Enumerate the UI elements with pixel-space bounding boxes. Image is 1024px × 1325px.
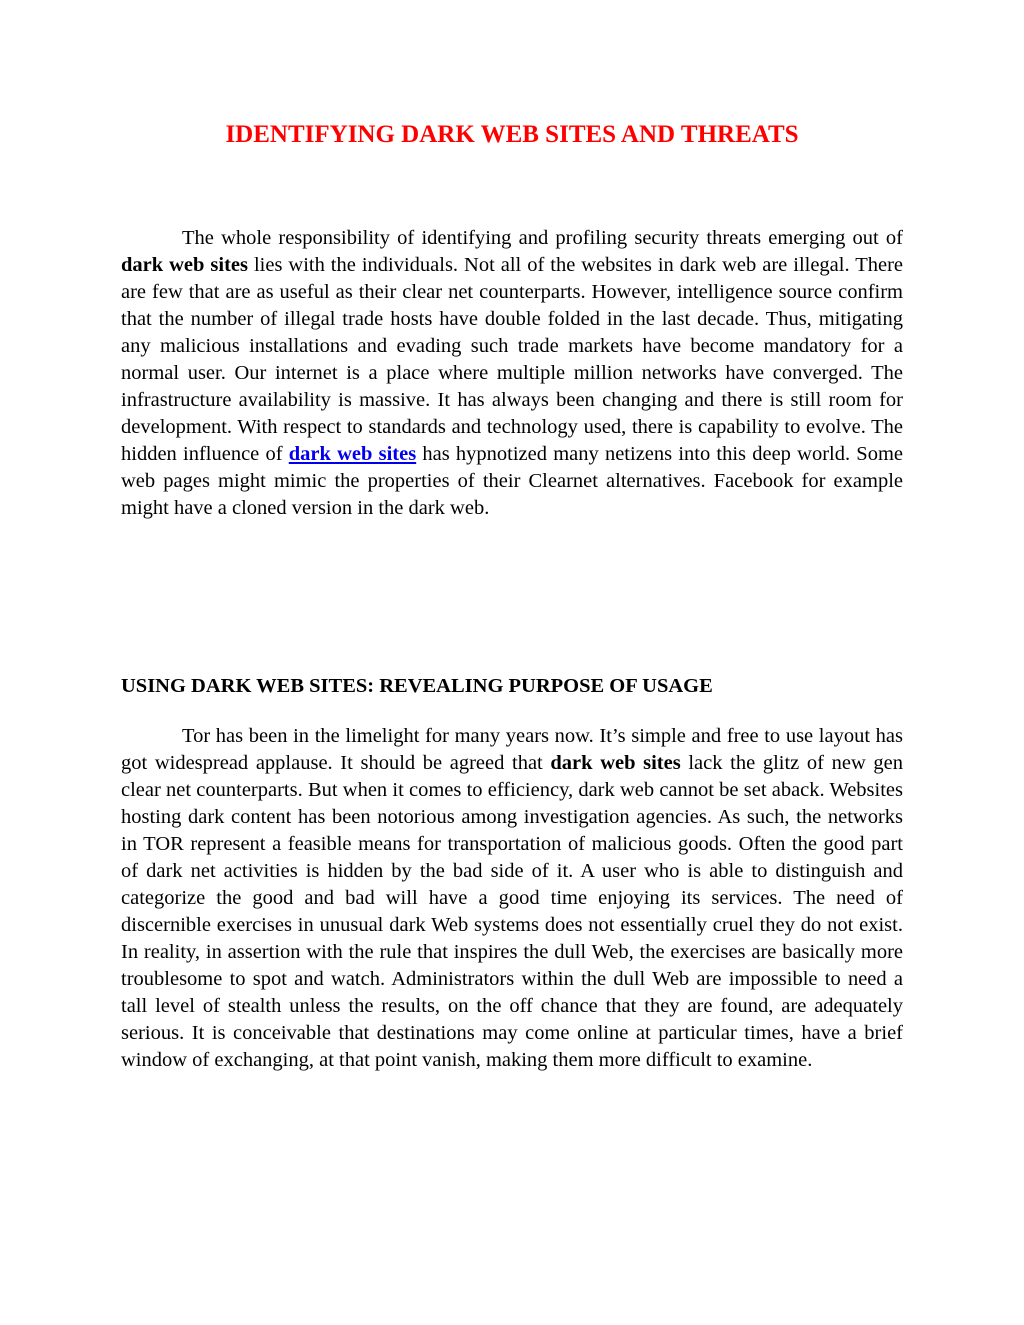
intro-text-3: has hypnotized many netizens into this deep world. Some web pages might mimic the properties of their Clearnet alternatives. Facebook for example might have a cloned version in the dark web.	[121, 443, 903, 519]
page-title: IDENTIFYING DARK WEB SITES AND THREATS	[225, 121, 799, 148]
usage-text-1: Tor has been in the limelight for many years now. It’s simple and free to use layout has got widespread applause. It should be agreed that	[121, 725, 903, 774]
usage-text-2: lack the glitz of new gen clear net counterparts. But when it comes to efficiency, dark web cannot be set aback. Websites hosting dark content has been notorious among investigation agencies. As such, the networks in TOR represent a feasible means for transportation of malicious goods. Often the good part of dark net activities is hidden by the bad side of it. A user who is able to distinguish and categorize the good and bad will have a good time enjoying its services. The need of discernible exercises in unusual dark Web systems does not essentially cruel they do not exist. In reality, in assertion with the rule that inspires the dull Web, the exercises are basically more troublesome to spot and watch. Administrators within the dull Web are impossible to need a tall level of stealth unless the results, on the off chance that they are found, are adequately serious. It is conceivable that destinations may come online at particular times, have a brief window of exchanging, at that point vanish, making them more difficult to examine.	[121, 752, 903, 1071]
intro-bold-term: dark web sites	[121, 254, 248, 276]
dark-web-sites-link[interactable]: dark web sites	[288, 443, 417, 465]
usage-paragraph	[121, 723, 903, 1074]
intro-text-2: lies with the individuals. Not all of the websites in dark web are illegal. There are few that are as useful as their clear net counterparts. However, intelligence source confirm that the number of illegal trade hosts have double folded in the last decade. Thus, mitigating any malicious installations and evading such trade markets have become mandatory for a normal user. Our internet is a place where multiple million networks have converged. The infrastructure availability is massive. It has always been changing and there is still room for development. With respect to standards and technology used, there is capability to evolve. The hidden influence of	[121, 254, 903, 465]
section-heading: USING DARK WEB SITES: REVEALING PURPOSE OF USAGE	[121, 675, 713, 697]
intro-text-1: The whole responsibility of identifying and profiling security threats emerging out of	[182, 227, 903, 249]
intro-paragraph	[121, 225, 903, 522]
usage-bold-term: dark web sites	[550, 752, 681, 774]
